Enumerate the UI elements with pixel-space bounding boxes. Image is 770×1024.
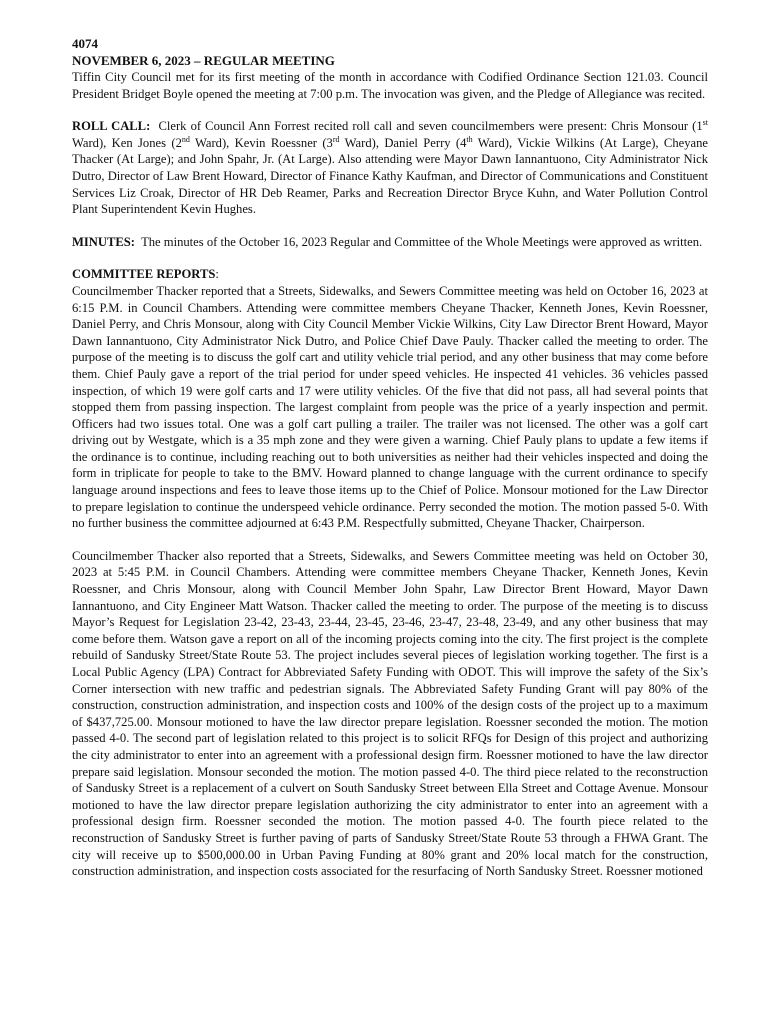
ordinal-suffix: th — [466, 134, 473, 144]
roll-call-label: ROLL CALL: — [72, 119, 151, 134]
intro-paragraph: Tiffin City Council met for its first meeting of the month in accordance with Codified Ordinance Section 121.03. Council President Bridget Boyle opened the meeting at 7:00 p.m. The invocation was given, and the Pledge of Allegiance was recited. — [72, 70, 708, 101]
page-number: 4074 — [72, 36, 98, 51]
committee-report-2: Councilmember Thacker also reported that a Streets, Sidewalks, and Sewers Committee meeting was held on October 30, 2023 at 5:45 P.M. in Council Chambers. Attending were committee members Cheyane Thacker, Kenneth Jones, Kevin Roessner, and Chris Monsour, along with Council Member John Spahr, Law Director Brent Howard, Mayor Dawn Iannantuono, and City Engineer Matt Watson. Thacker called the meeting to order. The purpose of the meeting is to discuss Mayor’s Request for Legislation 23-42, 23-43, 23-44, 23-45, 23-46, 23-47, 23-48, 23-49, and any other business that may come before them. Watson gave a report on all of the incoming projects coming into the city. The first project is the complete rebuild of Sandusky Street/State Route 53. The project includes several pieces of legislation working together. The first is a Local Public Agency (LPA) Contract for Abbreviated Safety Funding with ODOT. This will improve the safety of the Six’s Corner intersection with new traffic and pedestrian signals. The Abbreviated Safety Funding Grant will pay 80% of the construction, construction administration, and inspection costs and 100% of the design costs of the project up to a maximum of $437,725.00. Monsour motioned to have the law director prepare legislation. Roessner seconded the motion. The motion passed 4-0. The second part of legislation related to this project is to solicit RFQs for Design of this project and authorizing the city administrator to enter into an agreement with a professional design firm. Roessner motioned to have the law director prepare said legislation. Monsour seconded the motion. The motion passed 4-0. The third piece related to the reconstruction of Sandusky Street is a replacement of a culvert on South Sandusky Street between Ella Street and Cottage Avenue. Monsour motioned to have the law director prepare legislation authorizing the city administrator to enter into an agreement with a professional design firm. Roessner seconded the motion. The motion passed 4-0. The fourth piece related to the reconstruction of Sandusky Street is further paving of parts of Sandusky Street/State Route 53 through a FHWA Grant. The city will receive up to $500,000.00 in Urban Paving Funding at 80% grant and 20% local match for the construction, construction administration, and inspection costs associated for the resurfacing of North Sandusky Street. Roessner motioned — [72, 548, 708, 879]
ordinal-suffix: st — [702, 118, 709, 128]
committee-heading-colon: : — [215, 267, 219, 282]
committee-heading-text: COMMITTEE REPORTS — [72, 267, 216, 282]
ordinal-suffix: nd — [181, 134, 190, 144]
committee-report-1: Councilmember Thacker reported that a Streets, Sidewalks, and Sewers Committee meeting was held on October 16, 2023 at 6:15 P.M. in Council Chambers. Attending were committee members Cheyane Thacker, Kenneth Jones, Kevin Roessner, Daniel Perry, and Chris Monsour, along with City Council Member Vickie Wilkins, City Law Director Brent Howard, Mayor Dawn Iannantuono, City Administrator Nick Dutro, and Police Chief Dave Pauly. Thacker called the meeting to order. The purpose of the meeting is to discuss the golf cart and utility vehicle trial period, and any other business that may come before them. Chief Pauly gave a report of the trial period for under speed vehicles. He inspected 41 vehicles. 36 vehicles passed inspection, of which 19 were golf carts and 17 were utility vehicles. Of the five that did not pass, all had several points that stopped them from passing inspection. The largest complaint from people was the price of a yearly inspection and permit. Officers had two issues total. One was a golf cart pulling a trailer. The trailer was not licensed. The other was a golf cart driving out by Westgate, which is a 35 mph zone and they were given a warning. Chief Pauly plans to update a few items if the ordinance is to continue, including reaching out to both universities as neither had their vehicles inspected and doing the form in triplicate for people to take to the BMV. Howard planned to change language with the current ordinance to specify language around inspections and fees to leave those items up to the Chief of Police. Monsour motioned for the Law Director to prepare legislation to continue the underspeed vehicle ordinance. Perry seconded the motion. The motion passed 5-0. With no further business the committee adjourned at 6:43 P.M. Respectfully submitted, Cheyane Thacker, Chairperson. — [72, 283, 708, 531]
minutes-paragraph — [72, 234, 708, 251]
roll-call-text: Ward), Ken Jones (2 — [72, 135, 182, 150]
roll-call-paragraph — [72, 118, 708, 218]
committee-reports-heading — [72, 266, 708, 283]
roll-call-text: Clerk of Council Ann Forrest recited roll call and seven councilmembers were present: Chris Monsour (1 — [158, 119, 703, 134]
roll-call-text: Ward), Kevin Roessner (3 — [189, 135, 333, 150]
roll-call-text: Ward), Daniel Perry (4 — [339, 135, 467, 150]
ordinal-suffix: rd — [332, 134, 340, 144]
roll-call-text: Ward), Vickie Wilkins (At Large), Cheyane Thacker (At Large); and John Spahr, Jr. (At Large). Also attending were Mayor Dawn Iannantuono, City Administrator Nick Dutro, Director of Law Brent Howard, Director of Finance Kathy Kaufman, and Director of Communications and Constituent Services Liz Croak, Director of HR Deb Reamer, Parks and Recreation Director Bryce Kuhn, and Water Pollution Control Plant Superintendent Kevin Hughes. — [72, 135, 708, 217]
document-page — [72, 35, 708, 880]
minutes-text: The minutes of the October 16, 2023 Regular and Committee of the Whole Meetings were approved as written. — [141, 234, 703, 249]
meeting-title: NOVEMBER 6, 2023 – REGULAR MEETING — [72, 53, 335, 68]
minutes-label: MINUTES: — [72, 234, 135, 249]
